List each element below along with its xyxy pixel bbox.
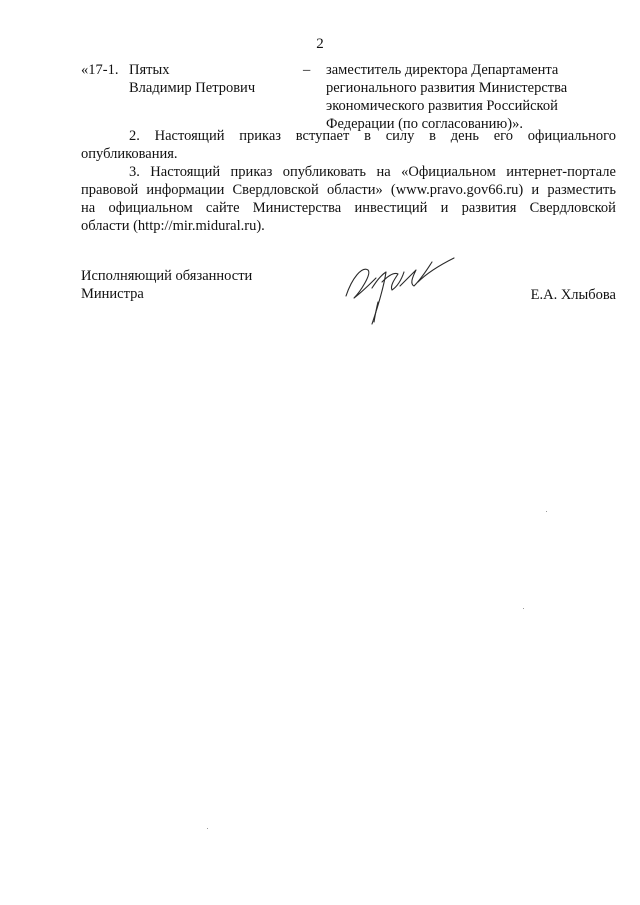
- paragraph-effective-date: [81, 127, 616, 163]
- word: Настоящий: [154, 128, 225, 144]
- word: вступает: [295, 128, 350, 144]
- word: на: [376, 164, 391, 180]
- entry-position-line: экономического развития Российской: [326, 98, 558, 114]
- paragraph-line: [81, 163, 616, 181]
- scan-speck: [207, 828, 208, 829]
- word: приказ: [230, 164, 273, 180]
- word: инвестиций: [354, 200, 428, 216]
- scan-speck: [523, 608, 524, 609]
- paragraph-publication: [81, 163, 616, 235]
- word: 3.: [129, 164, 140, 180]
- word: Настоящий: [150, 164, 221, 180]
- word: его: [493, 128, 514, 144]
- word: и: [440, 200, 449, 216]
- paragraph-line: области (http://mir.midural.ru).: [81, 218, 265, 234]
- word: Свердловской: [529, 200, 616, 216]
- entry-number: «17-1.: [81, 62, 119, 78]
- word: официального: [527, 128, 616, 144]
- word: официальном: [108, 200, 193, 216]
- entry-surname: Пятых: [129, 62, 170, 78]
- word: Министерства: [252, 200, 342, 216]
- page-number: 2: [316, 36, 324, 52]
- word: Свердловской: [232, 182, 319, 198]
- word: опубликовать: [282, 164, 367, 180]
- word: области»: [326, 182, 383, 198]
- signer-title-line: Исполняющий обязанности: [81, 268, 253, 284]
- word: 2.: [129, 128, 140, 144]
- scan-speck: [546, 511, 547, 512]
- word: «Официальном: [401, 164, 496, 180]
- signer-title: [81, 267, 252, 303]
- word: в: [429, 128, 437, 144]
- word: информации: [146, 182, 225, 198]
- entry-position-line: Федерации (по согласованию)».: [326, 116, 523, 132]
- word: (www.pravo.gov66.ru): [390, 182, 524, 198]
- word: интернет-портале: [506, 164, 616, 180]
- handwritten-signature: [342, 252, 462, 334]
- word: правовой: [81, 182, 139, 198]
- word: силу: [385, 128, 415, 144]
- word: и: [531, 182, 540, 198]
- word: в: [364, 128, 371, 144]
- paragraph-line: опубликования.: [81, 146, 178, 162]
- word: день: [450, 128, 479, 144]
- word: развития: [461, 200, 517, 216]
- signer-name: Е.А. Хлыбова: [530, 287, 616, 303]
- entry-position-line: регионального развития Министерства: [326, 80, 568, 96]
- entry-given-names: Владимир Петрович: [129, 80, 256, 96]
- word: сайте: [205, 200, 240, 216]
- word: разместить: [547, 182, 616, 198]
- paragraph-line: [81, 199, 616, 217]
- entry-dash: –: [303, 62, 311, 78]
- paragraph-line: [81, 127, 616, 145]
- signer-title-line: Министра: [81, 286, 144, 302]
- entry-position-line: заместитель директора Департамента: [326, 62, 559, 78]
- entry-position: [326, 61, 606, 133]
- paragraph-line: [81, 181, 616, 199]
- word: на: [81, 200, 96, 216]
- word: приказ: [239, 128, 281, 144]
